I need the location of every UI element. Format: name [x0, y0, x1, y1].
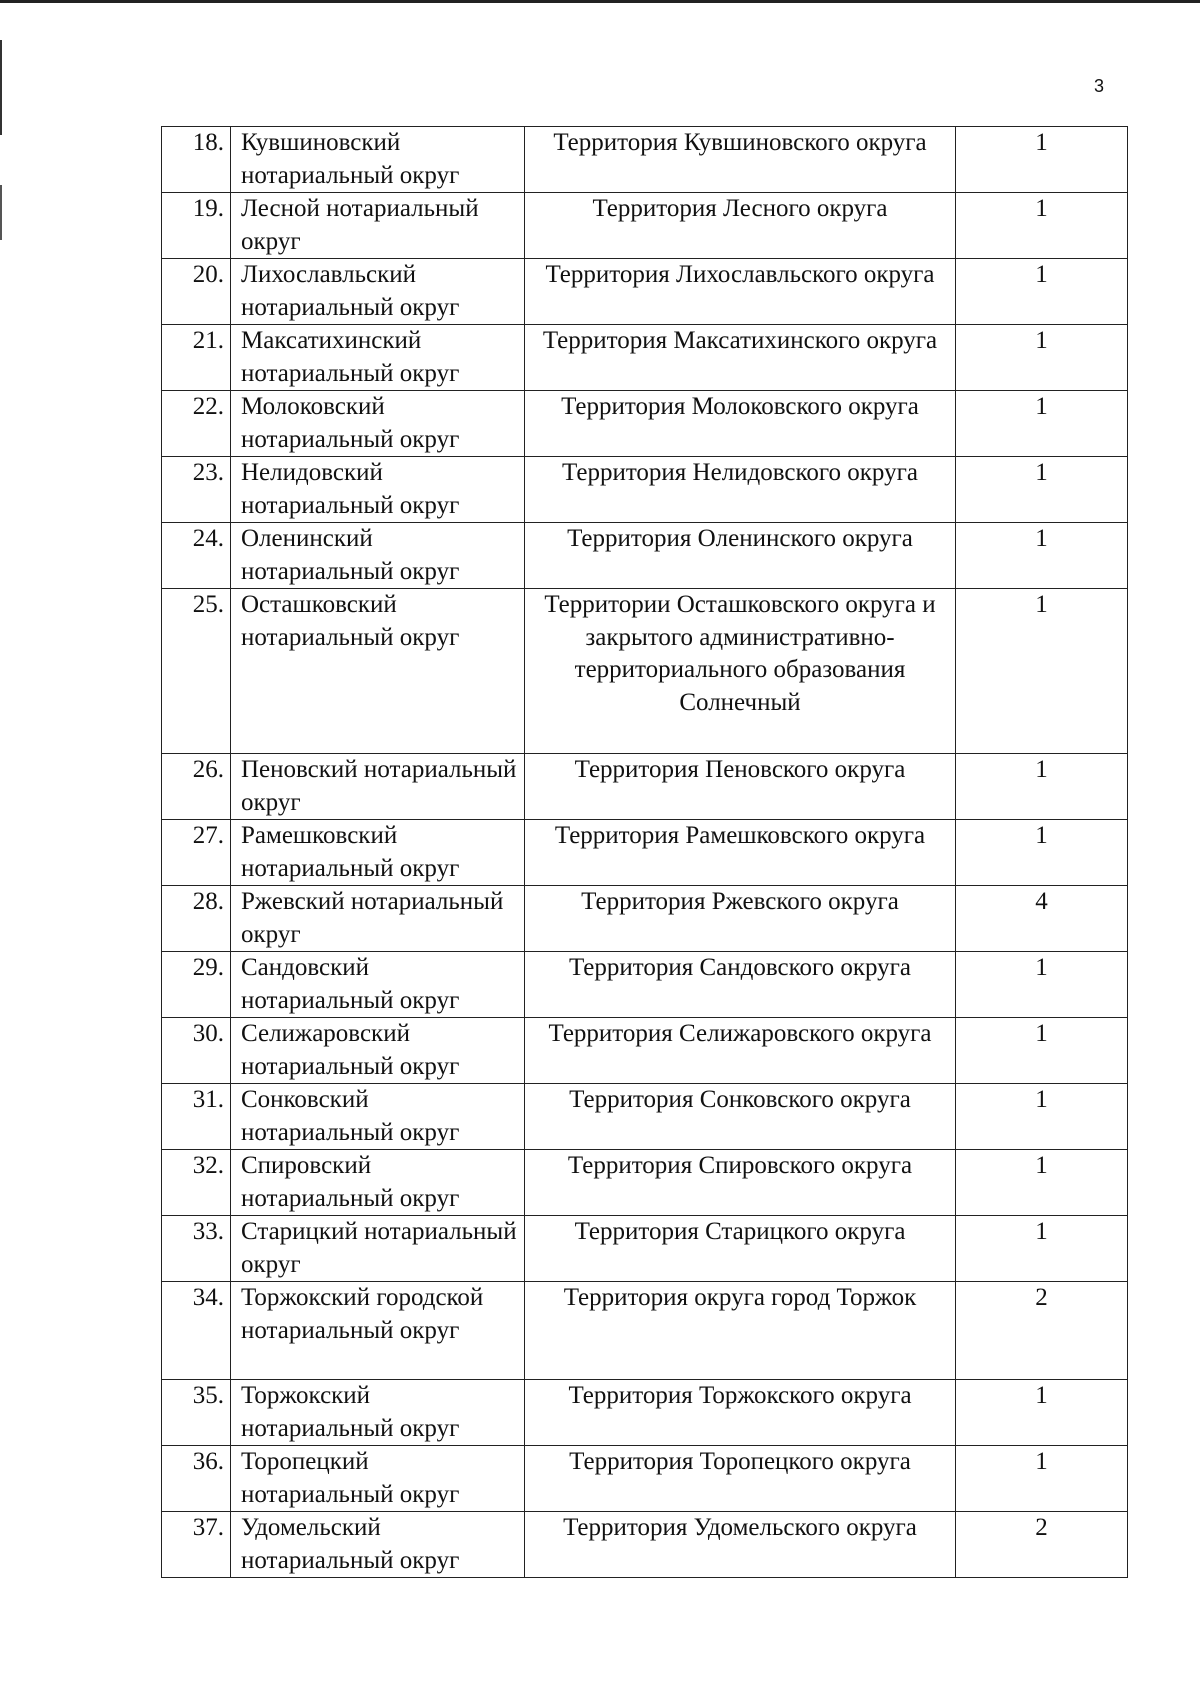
table-row — [162, 523, 1128, 589]
district-name: Оленинский нотариальный округ — [231, 523, 525, 589]
notary-count: 1 — [956, 754, 1128, 820]
district-territory: Территория Лихославльского округа — [525, 259, 956, 325]
district-name: Спировский нотариальный округ — [231, 1150, 525, 1216]
district-name: Пеновский нотариальный округ — [231, 754, 525, 820]
notary-count: 1 — [956, 1018, 1128, 1084]
page-number: 3 — [1094, 76, 1105, 96]
district-name: Лихославльский нотариальный округ — [231, 259, 525, 325]
district-territory: Территории Осташковского округа и закрытого административно-территориального образования Солнечный — [525, 589, 956, 754]
table-row — [162, 1216, 1128, 1282]
notary-districts-table — [161, 126, 1128, 1578]
district-territory: Территория Лесного округа — [525, 193, 956, 259]
notary-count: 1 — [956, 1446, 1128, 1512]
notary-count: 1 — [956, 1084, 1128, 1150]
district-territory: Территория округа город Торжок — [525, 1282, 956, 1380]
notary-count: 1 — [956, 457, 1128, 523]
table-row — [162, 193, 1128, 259]
notary-count: 1 — [956, 1216, 1128, 1282]
row-number: 32. — [162, 1150, 231, 1216]
notary-count: 2 — [956, 1282, 1128, 1380]
district-name: Ржевский нотариальный округ — [231, 886, 525, 952]
district-territory: Территория Удомельского округа — [525, 1512, 956, 1578]
row-number: 24. — [162, 523, 231, 589]
district-territory: Территория Молоковского округа — [525, 391, 956, 457]
notary-count: 1 — [956, 589, 1128, 754]
district-territory: Территория Сандовского округа — [525, 952, 956, 1018]
scan-edge-left — [0, 40, 2, 135]
notary-count: 1 — [956, 523, 1128, 589]
table-row — [162, 1018, 1128, 1084]
district-territory: Территория Нелидовского округа — [525, 457, 956, 523]
row-number: 35. — [162, 1380, 231, 1446]
table-row — [162, 886, 1128, 952]
district-name: Рамешковский нотариальный округ — [231, 820, 525, 886]
row-number: 34. — [162, 1282, 231, 1380]
row-number: 33. — [162, 1216, 231, 1282]
notary-count: 2 — [956, 1512, 1128, 1578]
row-number: 21. — [162, 325, 231, 391]
district-territory: Территория Кувшиновского округа — [525, 127, 956, 193]
table-row — [162, 391, 1128, 457]
district-name: Селижаровский нотариальный округ — [231, 1018, 525, 1084]
table-row — [162, 325, 1128, 391]
row-number: 25. — [162, 589, 231, 754]
district-territory: Территория Торжокского округа — [525, 1380, 956, 1446]
notary-count: 1 — [956, 325, 1128, 391]
district-name: Нелидовский нотариальный округ — [231, 457, 525, 523]
district-name: Торжокский нотариальный округ — [231, 1380, 525, 1446]
district-territory: Территория Сонковского округа — [525, 1084, 956, 1150]
table-row — [162, 457, 1128, 523]
row-number: 36. — [162, 1446, 231, 1512]
district-name: Лесной нотариальный округ — [231, 193, 525, 259]
notary-count: 1 — [956, 952, 1128, 1018]
district-territory: Территория Рамешковского округа — [525, 820, 956, 886]
district-name: Старицкий нотариальный округ — [231, 1216, 525, 1282]
notary-count: 1 — [956, 127, 1128, 193]
row-number: 37. — [162, 1512, 231, 1578]
row-number: 26. — [162, 754, 231, 820]
table-row — [162, 1282, 1128, 1380]
table-row — [162, 952, 1128, 1018]
row-number: 22. — [162, 391, 231, 457]
district-name: Торжокский городской нотариальный округ — [231, 1282, 525, 1380]
notary-count: 1 — [956, 391, 1128, 457]
scan-edge-top — [0, 0, 1200, 3]
district-name: Кувшиновский нотариальный округ — [231, 127, 525, 193]
district-name: Молоковский нотариальный округ — [231, 391, 525, 457]
notary-count: 1 — [956, 259, 1128, 325]
notary-count: 1 — [956, 1380, 1128, 1446]
district-territory: Территория Пеновского округа — [525, 754, 956, 820]
district-territory: Территория Спировского округа — [525, 1150, 956, 1216]
district-name: Сонковский нотариальный округ — [231, 1084, 525, 1150]
table-row — [162, 259, 1128, 325]
district-territory: Территория Селижаровского округа — [525, 1018, 956, 1084]
district-territory: Территория Торопецкого округа — [525, 1446, 956, 1512]
table-row — [162, 820, 1128, 886]
district-name: Торопецкий нотариальный округ — [231, 1446, 525, 1512]
table-row — [162, 1150, 1128, 1216]
row-number: 28. — [162, 886, 231, 952]
table-row — [162, 1512, 1128, 1578]
district-name: Удомельский нотариальный округ — [231, 1512, 525, 1578]
notary-count: 1 — [956, 820, 1128, 886]
row-number: 20. — [162, 259, 231, 325]
table-row — [162, 589, 1128, 754]
row-number: 29. — [162, 952, 231, 1018]
table-row — [162, 127, 1128, 193]
row-number: 27. — [162, 820, 231, 886]
row-number: 19. — [162, 193, 231, 259]
district-name: Максатихинский нотариальный округ — [231, 325, 525, 391]
row-number: 30. — [162, 1018, 231, 1084]
district-name: Сандовский нотариальный округ — [231, 952, 525, 1018]
table-row — [162, 754, 1128, 820]
table-row — [162, 1380, 1128, 1446]
notary-count: 1 — [956, 1150, 1128, 1216]
notary-count: 4 — [956, 886, 1128, 952]
row-number: 18. — [162, 127, 231, 193]
district-territory: Территория Максатихинского округа — [525, 325, 956, 391]
row-number: 31. — [162, 1084, 231, 1150]
district-territory: Территория Старицкого округа — [525, 1216, 956, 1282]
row-number: 23. — [162, 457, 231, 523]
district-territory: Территория Оленинского округа — [525, 523, 956, 589]
district-territory: Территория Ржевского округа — [525, 886, 956, 952]
table-row — [162, 1446, 1128, 1512]
table-row — [162, 1084, 1128, 1150]
notary-count: 1 — [956, 193, 1128, 259]
scan-edge-left-lower — [0, 185, 2, 240]
district-name: Осташковский нотариальный округ — [231, 589, 525, 754]
